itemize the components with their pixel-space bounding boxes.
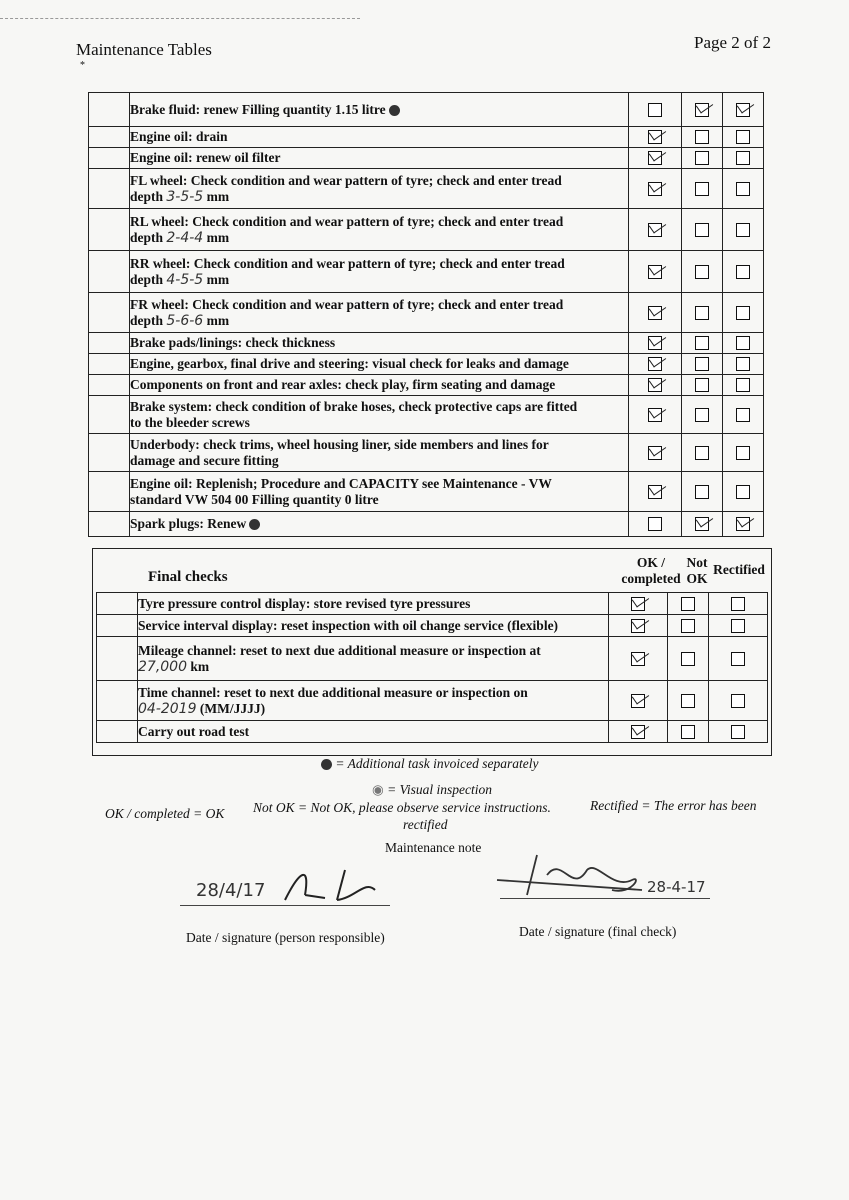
checkbox[interactable] — [736, 446, 750, 460]
checkbox-cell — [629, 375, 682, 396]
checkbox-cell — [629, 472, 682, 512]
checkbox-cell — [629, 209, 682, 251]
row-index-cell — [89, 375, 130, 396]
checkbox[interactable] — [736, 223, 750, 237]
checkbox-cell — [723, 148, 764, 169]
row-index-cell — [89, 293, 130, 333]
row-index-cell — [89, 472, 130, 512]
task-text: FR wheel: Check condition and wear pattern of tyre; check and enter tread — [130, 296, 564, 312]
checkbox[interactable] — [631, 652, 645, 666]
checkbox[interactable] — [695, 517, 709, 531]
checkbox[interactable] — [695, 336, 709, 350]
task-description — [130, 472, 629, 512]
checkbox[interactable] — [695, 357, 709, 371]
checkbox[interactable] — [648, 151, 662, 165]
legend-notok: Not OK = Not OK, please observe service instructions. — [253, 800, 551, 815]
row-index-cell — [89, 512, 130, 537]
page-number: Page 2 of 2 — [694, 33, 771, 52]
row-index-cell — [89, 209, 130, 251]
checkbox[interactable] — [695, 485, 709, 499]
checkbox-cell — [709, 615, 768, 637]
task-text: Carry out road test — [138, 723, 250, 739]
checkbox[interactable] — [695, 151, 709, 165]
task-text: Engine oil: drain — [130, 129, 228, 144]
checkbox-cell — [723, 375, 764, 396]
table-row — [89, 209, 764, 251]
checkbox-cell — [682, 169, 723, 209]
checkbox[interactable] — [648, 182, 662, 196]
task-description — [130, 354, 629, 375]
checkbox[interactable] — [648, 378, 662, 392]
checkbox[interactable] — [736, 408, 750, 422]
page-header-title: Maintenance Tables — [76, 40, 212, 59]
checkbox-cell — [682, 375, 723, 396]
checkbox[interactable] — [736, 130, 750, 144]
table-row — [89, 127, 764, 148]
checkbox-cell — [709, 721, 768, 743]
checkbox[interactable] — [731, 619, 745, 633]
task-text-cont: depth — [130, 271, 164, 287]
checkbox-cell — [629, 333, 682, 354]
value-unit: mm — [206, 312, 230, 328]
row-index-cell — [89, 354, 130, 375]
checkbox[interactable] — [681, 652, 695, 666]
final-checks-title: Final checks — [148, 569, 228, 585]
checkbox[interactable] — [648, 223, 662, 237]
task-text: Time channel: reset to next due additional measure or inspection on — [138, 684, 528, 700]
additional-task-icon — [249, 519, 260, 530]
checkbox-cell — [682, 209, 723, 251]
checkbox[interactable] — [648, 357, 662, 371]
task-text: Brake system: check condition of brake hoses, check protective caps are fitted — [130, 398, 578, 414]
checkbox[interactable] — [695, 103, 709, 117]
checkbox[interactable] — [681, 694, 695, 708]
table-row — [89, 251, 764, 293]
task-description — [138, 721, 609, 743]
task-description — [130, 375, 629, 396]
task-description — [130, 396, 629, 434]
checkbox-cell — [682, 472, 723, 512]
task-description — [130, 434, 629, 472]
legend-rectified: Rectified = The error has been — [590, 798, 757, 813]
left-signature-date: 28/4/17 — [196, 880, 266, 901]
checkbox-cell — [609, 593, 668, 615]
table-row — [89, 333, 764, 354]
checkbox[interactable] — [695, 265, 709, 279]
checkbox[interactable] — [695, 446, 709, 460]
col-not-ok-header: Not OK — [686, 555, 708, 586]
task-text: Brake fluid: renew Filling quantity 1.15 litre — [130, 101, 386, 117]
value-unit: (MM/JJJJ) — [199, 700, 266, 716]
handwritten-value: 3-5-5 — [166, 188, 204, 205]
checkbox-cell — [682, 396, 723, 434]
checkbox[interactable] — [736, 265, 750, 279]
checkbox-cell — [723, 396, 764, 434]
value-unit: mm — [206, 188, 230, 204]
checkbox-cell — [723, 93, 764, 127]
checkbox[interactable] — [695, 408, 709, 422]
task-text: Underbody: check trims, wheel housing liner, side members and lines for — [130, 436, 549, 452]
task-text: Components on front and rear axles: check play, firm seating and damage — [130, 377, 556, 392]
checkbox[interactable] — [695, 378, 709, 392]
row-index-cell — [97, 721, 138, 743]
checkbox[interactable] — [731, 725, 745, 739]
checkbox-cell — [629, 127, 682, 148]
legend-visual: ◉ = Visual inspection — [372, 782, 493, 797]
checkbox-cell — [629, 251, 682, 293]
task-text: Engine oil: renew oil filter — [130, 150, 281, 165]
row-index-cell — [97, 637, 138, 681]
checkbox[interactable] — [695, 306, 709, 320]
checkbox-cell — [629, 354, 682, 375]
checkbox[interactable] — [731, 597, 745, 611]
checkbox-cell — [609, 681, 668, 721]
checkbox[interactable] — [736, 336, 750, 350]
tasks-table — [88, 92, 764, 537]
col-rectified-header: Rectified — [713, 562, 765, 577]
table-row — [89, 354, 764, 375]
col-ok-header: OK / completed — [621, 555, 681, 586]
final-checks-table — [96, 592, 768, 743]
checkbox[interactable] — [631, 725, 645, 739]
row-index-cell — [89, 333, 130, 354]
checkbox[interactable] — [648, 130, 662, 144]
checkbox-cell — [682, 434, 723, 472]
table-row — [89, 148, 764, 169]
checkbox-cell — [668, 721, 709, 743]
checkbox-cell — [723, 127, 764, 148]
visual-inspection-icon: ◉ — [372, 782, 384, 797]
checkbox-cell — [682, 127, 723, 148]
checkbox[interactable] — [736, 378, 750, 392]
checkbox-cell — [723, 354, 764, 375]
checkbox[interactable] — [736, 182, 750, 196]
checkbox-cell — [723, 169, 764, 209]
task-text-cont: depth — [130, 312, 164, 328]
checkbox[interactable] — [736, 485, 750, 499]
checkbox[interactable] — [648, 408, 662, 422]
task-description — [130, 333, 629, 354]
task-text: FL wheel: Check condition and wear pattern of tyre; check and enter tread — [130, 172, 562, 188]
task-description — [130, 209, 629, 251]
checkbox[interactable] — [681, 725, 695, 739]
left-signature-label: Date / signature (person responsible) — [186, 930, 385, 945]
checkbox[interactable] — [648, 306, 662, 320]
task-text: Service interval display: reset inspection with oil change service (flexible) — [138, 617, 559, 633]
checkbox-cell — [629, 434, 682, 472]
checkbox-cell — [668, 615, 709, 637]
task-text: RR wheel: Check condition and wear pattern of tyre; check and enter tread — [130, 255, 565, 271]
row-index-cell — [89, 93, 130, 127]
task-text: Tyre pressure control display: store revised tyre pressures — [138, 595, 471, 611]
additional-task-icon — [389, 105, 400, 116]
checkbox[interactable] — [648, 446, 662, 460]
handwritten-value: 27,000 — [138, 658, 187, 675]
checkbox-cell — [723, 333, 764, 354]
checkbox[interactable] — [736, 517, 750, 531]
task-description — [130, 148, 629, 169]
checkbox-cell — [629, 293, 682, 333]
task-text-cont: damage and secure fitting — [130, 452, 279, 468]
checkbox[interactable] — [631, 694, 645, 708]
task-description — [138, 637, 609, 681]
table-row — [89, 434, 764, 472]
row-index-cell — [89, 148, 130, 169]
checkbox[interactable] — [631, 597, 645, 611]
checkbox[interactable] — [736, 357, 750, 371]
legend-rectified-cont: rectified — [403, 817, 448, 832]
value-unit: mm — [206, 271, 230, 287]
value-unit: km — [190, 658, 210, 674]
checkbox-cell — [629, 93, 682, 127]
checkbox-cell — [709, 593, 768, 615]
task-description — [130, 93, 629, 127]
checkbox[interactable] — [731, 694, 745, 708]
checkbox[interactable] — [681, 619, 695, 633]
legend-ok: OK / completed = OK — [105, 806, 225, 821]
legend-additional: = Additional task invoiced separately — [318, 756, 538, 772]
checkbox[interactable] — [736, 103, 750, 117]
value-unit: mm — [206, 229, 230, 245]
checkbox-cell — [709, 637, 768, 681]
checkbox-cell — [723, 512, 764, 537]
handwritten-value: 2-4-4 — [166, 229, 204, 246]
task-text-cont: to the bleeder screws — [130, 414, 250, 430]
task-description — [130, 251, 629, 293]
checkbox-cell — [609, 721, 668, 743]
checkbox-cell — [668, 681, 709, 721]
row-index-cell — [89, 434, 130, 472]
task-text: RL wheel: Check condition and wear pattern of tyre; check and enter tread — [130, 213, 564, 229]
checkbox[interactable] — [731, 652, 745, 666]
table-row — [89, 169, 764, 209]
checkbox-cell — [629, 148, 682, 169]
checkbox-cell — [609, 615, 668, 637]
table-row — [89, 293, 764, 333]
checkbox[interactable] — [648, 517, 662, 531]
task-text: Brake pads/linings: check thickness — [130, 335, 336, 350]
checkbox-cell — [723, 472, 764, 512]
top-rule — [0, 18, 360, 19]
table-row — [89, 472, 764, 512]
left-signature — [275, 860, 385, 910]
checkbox-cell — [723, 293, 764, 333]
table-row — [89, 93, 764, 127]
checkbox-cell — [723, 209, 764, 251]
checkbox-cell — [682, 354, 723, 375]
checkbox[interactable] — [648, 103, 662, 117]
handwritten-value: 5-6-6 — [166, 312, 204, 329]
checkbox[interactable] — [648, 485, 662, 499]
row-index-cell — [89, 169, 130, 209]
checkbox-cell — [682, 293, 723, 333]
checkbox-cell — [668, 637, 709, 681]
table-row — [97, 615, 768, 637]
checkbox[interactable] — [736, 151, 750, 165]
task-description — [130, 169, 629, 209]
checkbox-cell — [668, 593, 709, 615]
task-text: Spark plugs: Renew — [130, 516, 247, 531]
table-row — [97, 681, 768, 721]
row-index-cell — [89, 127, 130, 148]
row-index-cell — [89, 396, 130, 434]
maintenance-note-label: Maintenance note — [385, 840, 482, 855]
row-index-cell — [89, 251, 130, 293]
task-text-cont: depth — [130, 188, 164, 204]
row-index-cell — [97, 615, 138, 637]
task-description — [130, 293, 629, 333]
checkbox[interactable] — [695, 223, 709, 237]
right-signature — [492, 850, 652, 905]
task-text: Engine, gearbox, final drive and steering: visual check for leaks and damage — [130, 356, 569, 371]
right-signature-label: Date / signature (final check) — [519, 924, 677, 939]
checkbox-cell — [723, 251, 764, 293]
task-text-cont: depth — [130, 229, 164, 245]
checkbox[interactable] — [648, 336, 662, 350]
checkbox-cell — [709, 681, 768, 721]
row-index-cell — [97, 681, 138, 721]
checkbox[interactable] — [681, 597, 695, 611]
checkbox[interactable] — [695, 130, 709, 144]
right-signature-line — [500, 898, 710, 899]
checkbox-cell — [629, 169, 682, 209]
task-description — [130, 127, 629, 148]
task-description — [138, 615, 609, 637]
checkbox-cell — [682, 512, 723, 537]
table-row — [97, 721, 768, 743]
task-text: Mileage channel: reset to next due additional measure or inspection at — [138, 642, 541, 658]
checkbox[interactable] — [736, 306, 750, 320]
row-index-cell — [97, 593, 138, 615]
checkbox-cell — [609, 637, 668, 681]
checkbox[interactable] — [648, 265, 662, 279]
checkbox-cell — [629, 396, 682, 434]
task-text: Engine oil: Replenish; Procedure and CAPACITY see Maintenance - VW — [130, 475, 552, 491]
task-description — [138, 681, 609, 721]
checkbox-cell — [682, 251, 723, 293]
checkbox-cell — [682, 93, 723, 127]
checkbox-cell — [682, 148, 723, 169]
handwritten-value: 4-5-5 — [166, 271, 204, 288]
task-text-cont: standard VW 504 00 Filling quantity 0 litre — [130, 491, 379, 507]
table-row — [89, 512, 764, 537]
task-description — [130, 512, 629, 537]
checkbox-cell — [682, 333, 723, 354]
checkbox-cell — [629, 512, 682, 537]
table-row — [97, 593, 768, 615]
additional-task-icon — [321, 759, 332, 770]
checkbox[interactable] — [695, 182, 709, 196]
handwritten-value: 04-2019 — [138, 700, 197, 717]
left-signature-line — [180, 905, 390, 906]
task-description — [138, 593, 609, 615]
header-mark: * — [80, 60, 85, 71]
checkbox-cell — [723, 434, 764, 472]
right-signature-date: 28-4-17 — [647, 878, 706, 896]
table-row — [89, 396, 764, 434]
checkbox[interactable] — [631, 619, 645, 633]
table-row — [97, 637, 768, 681]
table-row — [89, 375, 764, 396]
